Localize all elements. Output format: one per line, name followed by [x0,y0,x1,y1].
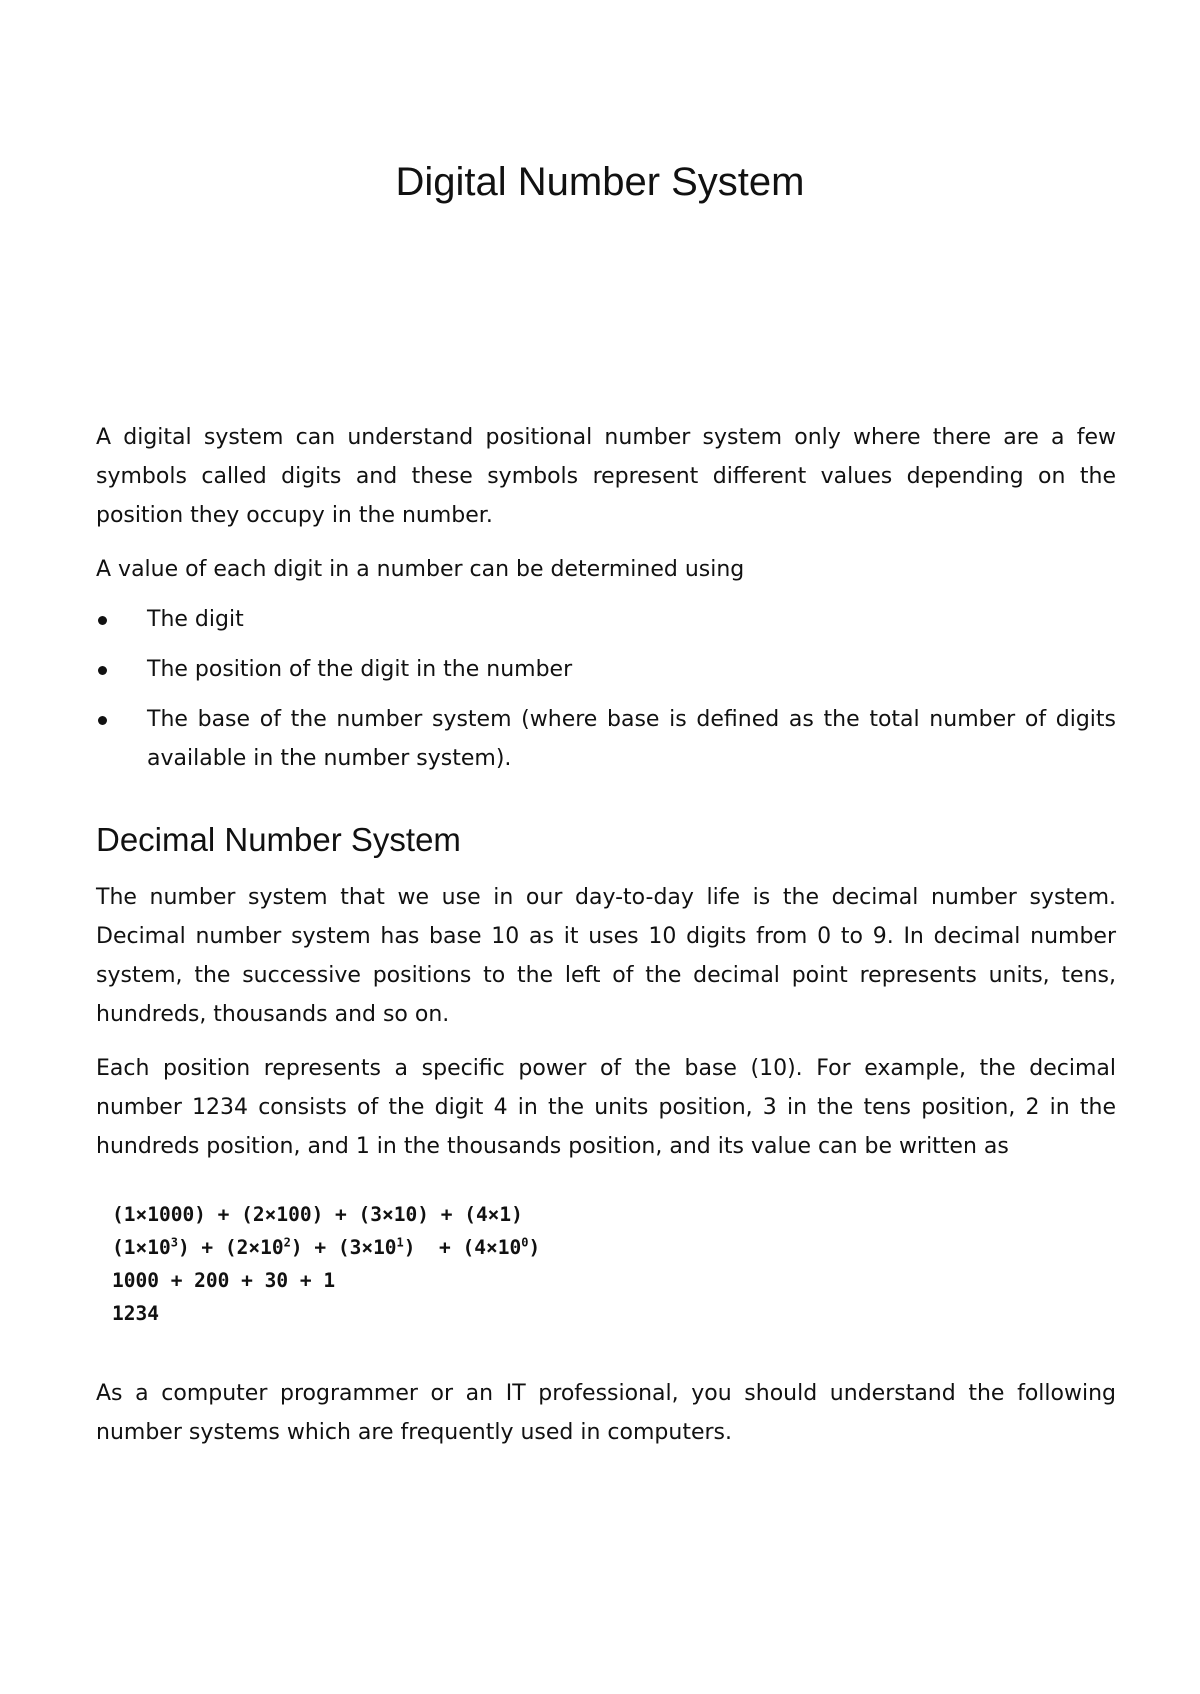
list-item [96,650,1116,689]
math-expansion [112,1198,540,1330]
power-term: $(2\times 10^2)$ [224,1235,303,1259]
power-term: $(3\times 10^1)$ [337,1235,416,1259]
list-item-text: The digit [147,607,244,632]
decimal-paragraph-2: Each position represents a specific power of the base (10). For example, the decimal number 1234 consists of the digit 4 in the units position, 3 in the tens position, 2 in the hundreds position, and 1 in the thousands position, and its value can be written as [96,1056,1116,1159]
value-lead-in: A value of each digit in a number can be determined using [96,557,745,582]
determinant-list [96,600,1116,778]
math-line-result: 1234 [112,1302,159,1325]
list-item [96,700,1116,778]
math-line-products: (1×1000) + (2×100) + (3×10) + (4×1) [112,1203,523,1226]
list-item-text: The base of the number system (where base is defined as the total number of digits available in the number system). [147,707,1116,771]
math-line-powers: $(1\times 10^3) + (2\times 10^2) + (3\times 10^1) + (4\times 10^0)$ [112,1235,541,1259]
bullet-icon [98,616,107,625]
decimal-paragraph-1: The number system that we use in our day-to-day life is the decimal number system. Decimal number system has base 10 as it uses 10 digits from 0 to 9. In decimal number system, the successive positions to the left of the decimal point represents units, tens, hundreds, thousands and so on. [96,885,1116,1027]
closing-paragraph: As a computer programmer or an IT professional, you should understand the following number systems which are frequently used in computers. [96,1381,1116,1445]
bullet-icon [98,716,107,725]
document-title: Digital Number System [395,160,805,204]
intro-paragraph: A digital system can understand positional number system only where there are a few symbols called digits and these symbols represent different values depending on the position they occupy in the number. [96,425,1116,528]
section-heading-decimal: Decimal Number System [96,821,461,858]
power-term: $(4\times 10^0)$ [462,1235,541,1259]
power-term: $(1\times 10^3)$ [112,1235,190,1259]
list-item [96,600,1116,639]
math-line-sum: 1000 + 200 + 30 + 1 [112,1269,336,1292]
bullet-icon [98,666,107,675]
list-item-text: The position of the digit in the number [147,657,573,682]
